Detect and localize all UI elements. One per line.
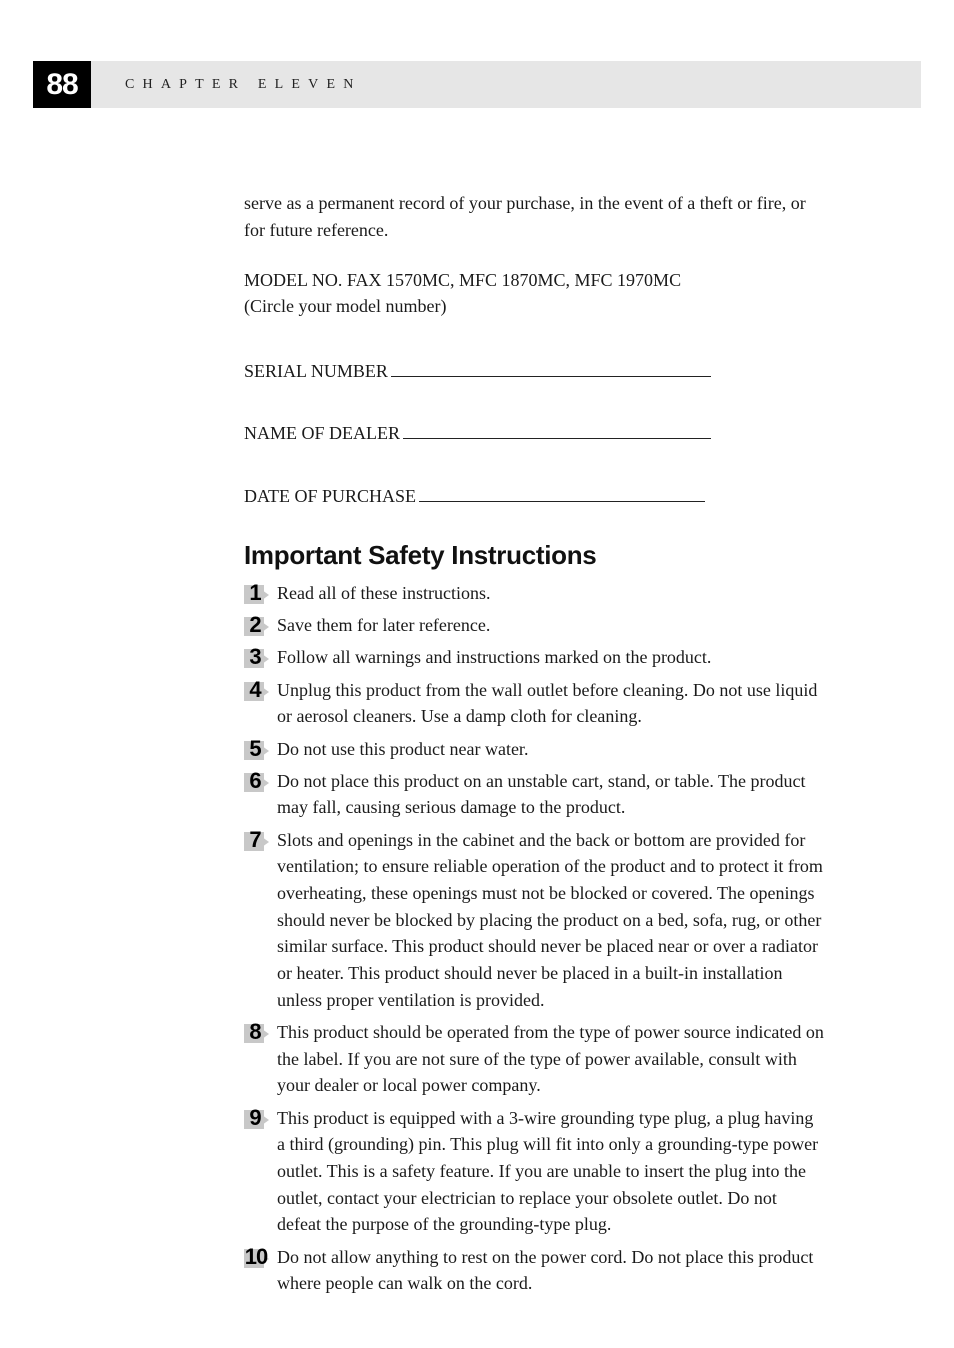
step-number-badge: 2: [244, 615, 270, 637]
model-number-line: MODEL NO. FAX 1570MC, MFC 1870MC, MFC 1970MC: [244, 270, 682, 290]
model-number-note: (Circle your model number): [244, 295, 447, 316]
list-item-text: Unplug this product from the wall outlet before cleaning. Do not use liquid or aerosol cleaners. Use a damp cloth for cleaning.: [277, 679, 818, 727]
purchase-date-label: DATE OF PURCHASE: [244, 486, 417, 506]
list-item: [244, 736, 824, 763]
step-number-badge: 10: [244, 1243, 268, 1269]
record-section: [244, 190, 824, 506]
list-item-text: Do not place this product on an unstable cart, stand, or table. The product may fall, causing serious damage to the product.: [277, 770, 806, 818]
list-item-text: Do not use this product near water.: [277, 738, 529, 759]
step-number-badge: 5: [244, 739, 270, 761]
serial-number-label: SERIAL NUMBER: [244, 361, 388, 381]
list-item: [244, 612, 824, 639]
page-number: 88: [33, 61, 91, 108]
list-item: [244, 580, 824, 607]
list-item: [244, 1244, 824, 1297]
dealer-name-blank: [403, 422, 711, 439]
serial-number-field: [244, 358, 711, 385]
step-number-badge: 3: [244, 647, 270, 669]
step-number-badge: 7: [244, 830, 270, 852]
list-item-text: Save them for later reference.: [277, 615, 491, 636]
intro-paragraph: serve as a permanent record of your purchase, in the event of a theft or fire, or for future reference.: [244, 193, 806, 240]
list-item: [244, 1019, 824, 1099]
list-item-text: Slots and openings in the cabinet and the back or bottom are provided for ventilation; to ensure reliable operation of the product and to protect it from overheating, these openings must not be blocked or covered. The openings should never be blocked by placing the product on a bed, sofa, rug, or other similar surface. This product should never be placed near or over a radiator or heater. This product should never be placed in a built-in installation unless proper ventilation is provided.: [277, 829, 823, 1010]
list-item-text: Do not allow anything to rest on the power cord. Do not place this product where people can walk on the cord.: [277, 1246, 814, 1294]
list-item: [244, 827, 824, 1014]
safety-instructions-list: [244, 580, 824, 1303]
model-number-block: [244, 268, 824, 319]
list-item-text: Read all of these instructions.: [277, 583, 491, 603]
list-item: [244, 677, 824, 730]
dealer-name-field: [244, 420, 711, 447]
step-number-badge: 1: [244, 583, 270, 605]
list-item-text: Follow all warnings and instructions marked on the product.: [277, 647, 712, 668]
step-number-badge: 6: [244, 771, 270, 793]
list-item: [244, 768, 824, 821]
step-number-badge: 8: [244, 1022, 270, 1044]
chapter-title: CHAPTER ELEVEN: [125, 77, 362, 92]
list-item-text: This product should be operated from the type of power source indicated on the label. If you are not sure of the type of power available, consult with your dealer or local power company.: [277, 1022, 824, 1096]
purchase-date-field: [244, 483, 705, 510]
purchase-date-blank: [419, 485, 705, 502]
section-heading: Important Safety Instructions: [244, 540, 597, 570]
dealer-name-label: NAME OF DEALER: [244, 423, 400, 443]
list-item-text: This product is equipped with a 3-wire grounding type plug, a plug having a third (grounding) pin. This plug will fit into only a grounding-type power outlet. This is a safety feature. If you are unable to insert the plug into the outlet, contact your electrician to replace your obsolete outlet. Do not defeat the purpose of the grounding-type plug.: [277, 1107, 819, 1235]
step-number-badge: 4: [244, 680, 270, 702]
list-item: [244, 644, 824, 671]
step-number-badge: 9: [244, 1108, 270, 1130]
serial-number-blank: [391, 360, 711, 377]
list-item: [244, 1105, 824, 1239]
